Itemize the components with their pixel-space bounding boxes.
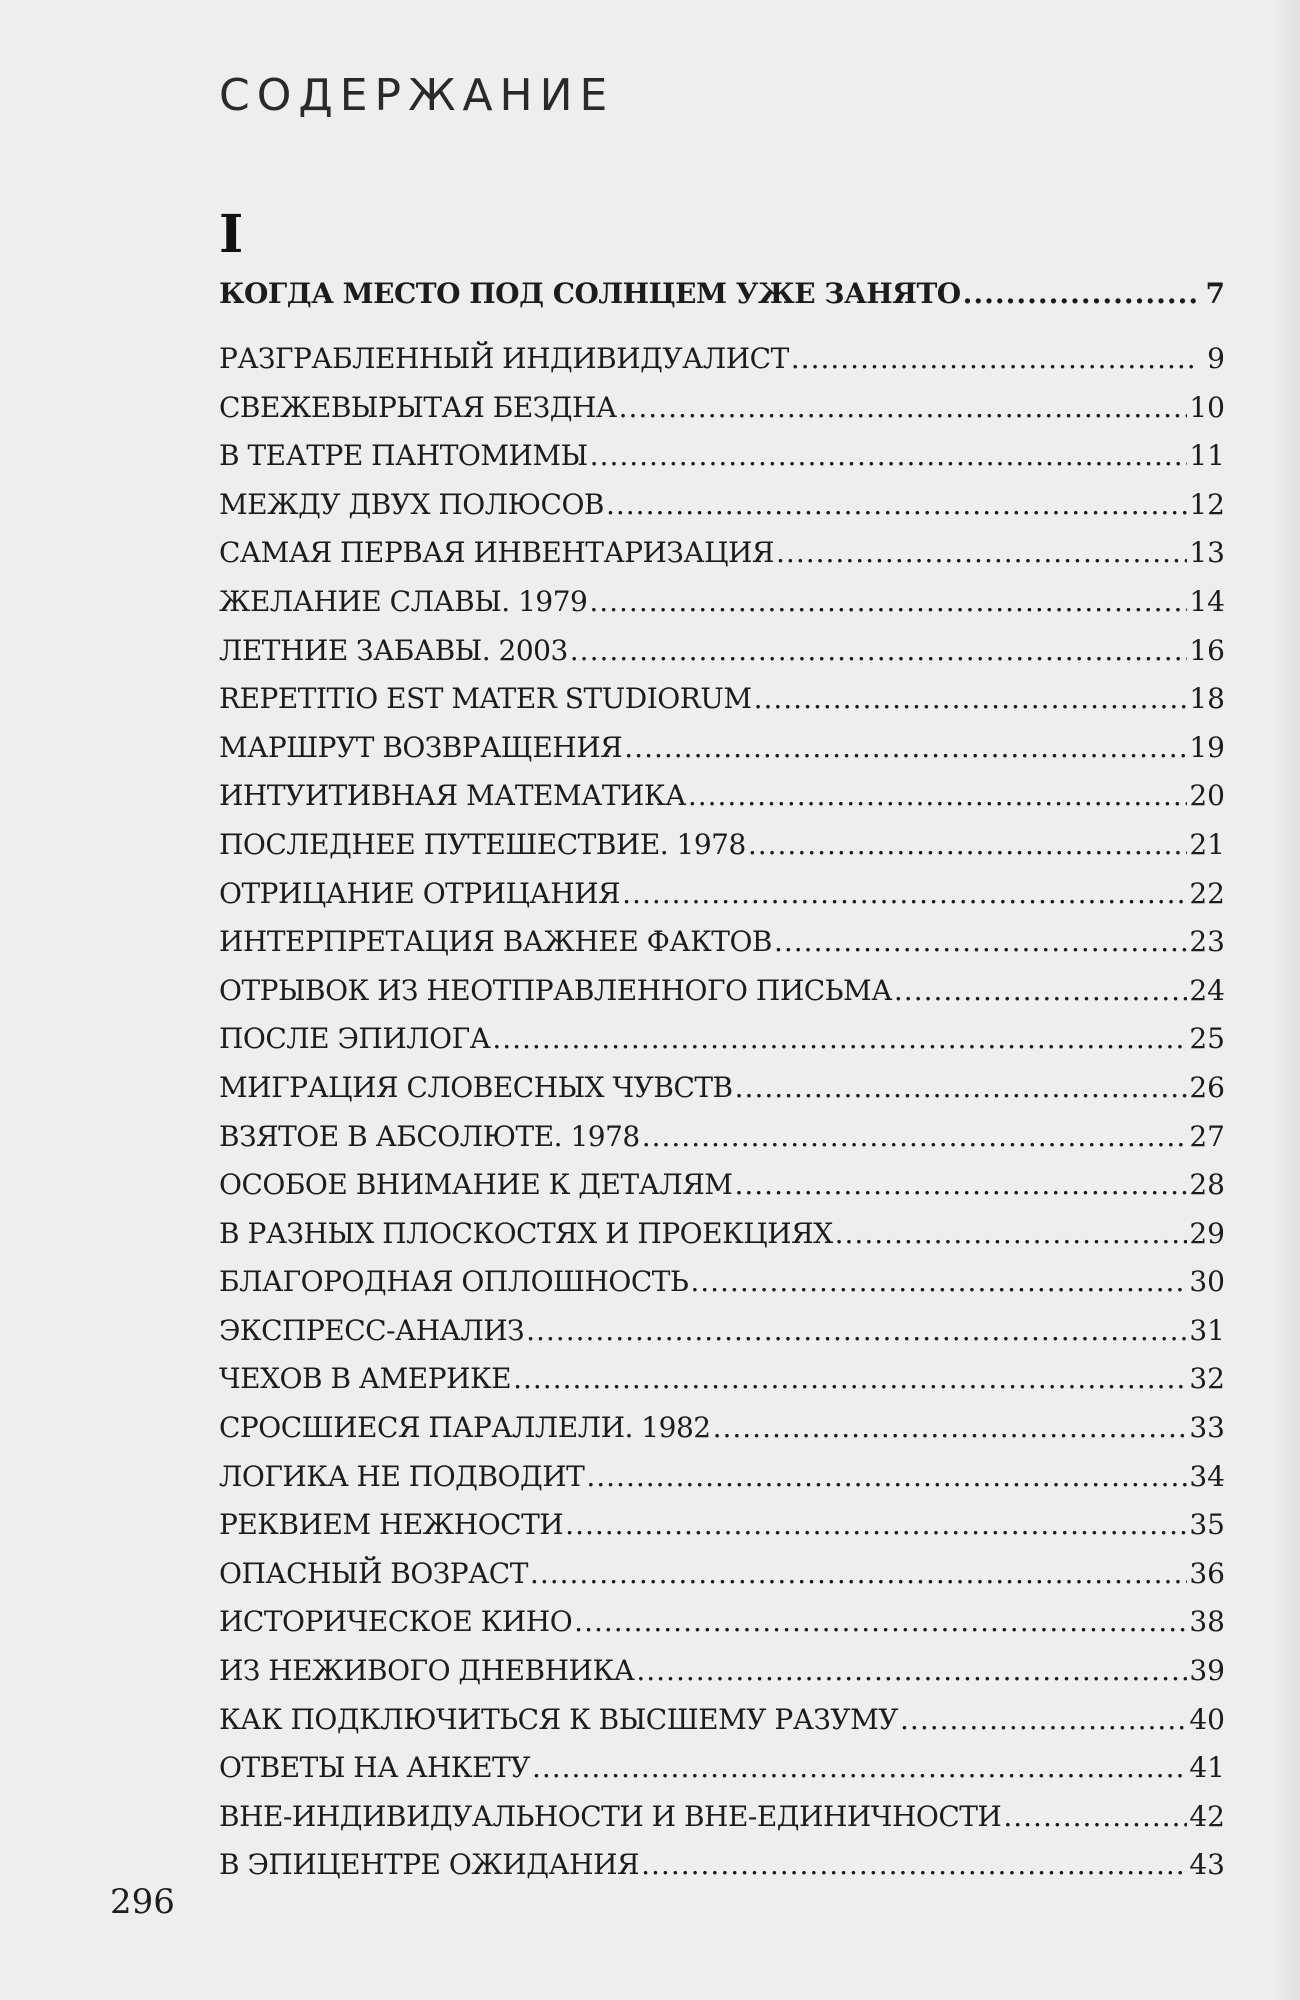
toc-entry-title: В РАЗНЫХ ПЛОСКОСТЯХ И ПРОЕКЦИЯХ <box>219 1216 833 1250</box>
toc-entry[interactable] <box>219 1161 1225 1210</box>
toc-entry[interactable] <box>219 1793 1225 1842</box>
toc-dot-leader <box>513 1355 1187 1404</box>
toc-entry-page: 35 <box>1189 1508 1225 1542</box>
toc-entry-title: РАЗГРАБЛЕННЫЙ ИНДИВИДУАЛИСТ <box>219 342 789 375</box>
toc-dot-leader <box>894 967 1187 1016</box>
toc-entry-page: 16 <box>1189 633 1225 667</box>
toc-entry-page: 36 <box>1189 1556 1225 1590</box>
toc-entry[interactable] <box>219 724 1225 773</box>
toc-dot-leader <box>642 1113 1188 1162</box>
toc-entry[interactable] <box>219 1841 1225 1890</box>
toc-entry[interactable] <box>219 335 1225 384</box>
toc-entry[interactable] <box>219 432 1225 481</box>
toc-entry-page: 31 <box>1189 1313 1225 1347</box>
toc-entry[interactable] <box>219 1064 1225 1113</box>
toc-entry[interactable] <box>219 1550 1225 1599</box>
toc-entry[interactable] <box>219 1258 1225 1307</box>
toc-entry[interactable] <box>219 384 1225 433</box>
toc-entry-page: 29 <box>1189 1216 1225 1250</box>
toc-entry[interactable] <box>219 1355 1225 1404</box>
toc-dot-leader <box>900 1696 1187 1745</box>
toc-dot-leader <box>835 1210 1188 1259</box>
toc-entry[interactable] <box>219 967 1225 1016</box>
toc-dot-leader <box>532 1744 1187 1793</box>
toc-dot-leader <box>565 1501 1187 1550</box>
toc-dot-leader <box>526 1307 1187 1356</box>
toc-entry-title: ИНТУИТИВНАЯ МАТЕМАТИКА <box>219 779 686 813</box>
toc-entry-title: ОПАСНЫЙ ВОЗРАСТ <box>219 1556 528 1590</box>
toc-entry-page: 18 <box>1189 682 1225 716</box>
toc-entry[interactable] <box>219 1404 1225 1453</box>
toc-dot-leader <box>734 1161 1187 1210</box>
toc-entry-title: СВЕЖЕВЫРЫТАЯ БЕЗДНА <box>219 390 617 424</box>
toc-entry-page: 43 <box>1189 1848 1225 1882</box>
page-title: СОДЕРЖАНИЕ <box>219 70 615 121</box>
toc-entry[interactable] <box>219 1696 1225 1745</box>
toc-dot-leader <box>636 1647 1187 1696</box>
toc-entry-title: САМАЯ ПЕРВАЯ ИНВЕНТАРИЗАЦИЯ <box>219 536 775 570</box>
toc-entry[interactable] <box>219 529 1225 578</box>
toc-entry[interactable] <box>219 1015 1225 1064</box>
toc-entry-title: ПОСЛЕДНЕЕ ПУТЕШЕСТВИЕ. 1978 <box>219 827 746 861</box>
toc-dot-leader <box>622 870 1187 919</box>
toc-dot-leader <box>735 1064 1188 1113</box>
toc-entry[interactable] <box>219 1647 1225 1696</box>
toc-entry[interactable] <box>219 1113 1225 1162</box>
toc-dot-leader <box>774 918 1187 967</box>
toc-entry-page: 14 <box>1189 584 1225 618</box>
toc-entry[interactable] <box>219 1307 1225 1356</box>
toc-entry[interactable] <box>219 1453 1225 1502</box>
toc-entry-title: ПОСЛЕ ЭПИЛОГА <box>219 1022 491 1056</box>
toc-entry-title: REPETITIO EST MATER STUDIORUM <box>219 682 752 716</box>
toc-entry[interactable] <box>219 1501 1225 1550</box>
toc-entry-page: 25 <box>1189 1022 1225 1056</box>
toc-entry-title: В ЭПИЦЕНТРЕ ОЖИДАНИЯ <box>219 1848 640 1882</box>
toc-entry[interactable] <box>219 627 1225 676</box>
toc-entry-title: ИЗ НЕЖИВОГО ДНЕВНИКА <box>219 1654 635 1688</box>
toc-entry[interactable] <box>219 1598 1225 1647</box>
toc-entry-page: 32 <box>1189 1362 1225 1396</box>
toc-dot-leader <box>586 1453 1187 1502</box>
toc-entry[interactable] <box>219 578 1225 627</box>
toc-entry-title: СРОСШИЕСЯ ПАРАЛЛЕЛИ. 1982 <box>219 1411 711 1445</box>
toc-entry-title: ИСТОРИЧЕСКОЕ КИНО <box>219 1605 573 1639</box>
toc-entry-title: ИНТЕРПРЕТАЦИЯ ВАЖНЕЕ ФАКТОВ <box>219 925 772 959</box>
toc-entry-page: 33 <box>1189 1411 1225 1445</box>
toc-dot-leader <box>492 1015 1187 1064</box>
toc-dot-leader <box>963 270 1197 319</box>
toc-entry-page: 42 <box>1189 1799 1225 1833</box>
toc-entry-page: 34 <box>1189 1459 1225 1493</box>
toc-dot-leader <box>713 1404 1188 1453</box>
toc-entry[interactable] <box>219 1210 1225 1259</box>
toc-entry[interactable] <box>219 270 1225 335</box>
toc-entry-title: МЕЖДУ ДВУХ ПОЛЮСОВ <box>219 487 604 521</box>
toc-entry-title: ЭКСПРЕСС-АНАЛИЗ <box>219 1313 525 1347</box>
toc-dot-leader <box>754 675 1188 724</box>
toc-entry-title: ЛОГИКА НЕ ПОДВОДИТ <box>219 1459 585 1493</box>
toc-dot-leader <box>1003 1793 1187 1842</box>
toc-entry[interactable] <box>219 1744 1225 1793</box>
toc-entry-page: 26 <box>1189 1070 1225 1104</box>
toc-entry-title: ВНЕ-ИНДИВИДУАЛЬНОСТИ И ВНЕ-ЕДИНИЧНОСТИ <box>219 1799 1002 1833</box>
toc-dot-leader <box>688 772 1188 821</box>
toc-entry-title: ОТРЫВОК ИЗ НЕОТПРАВЛЕННОГО ПИСЬМА <box>219 973 892 1007</box>
toc-entry-page: 20 <box>1189 779 1225 813</box>
toc-entry-page: 19 <box>1189 730 1225 764</box>
table-of-contents <box>219 270 1225 1890</box>
toc-entry-page: 12 <box>1189 487 1225 521</box>
toc-entry-page: 40 <box>1189 1702 1225 1736</box>
toc-entry-title: ЛЕТНИЕ ЗАБАВЫ. 2003 <box>219 633 568 667</box>
toc-dot-leader <box>776 529 1187 578</box>
toc-dot-leader <box>590 432 1188 481</box>
toc-entry-page: 39 <box>1189 1654 1225 1688</box>
toc-entry-page: 27 <box>1189 1119 1225 1153</box>
toc-entry-title: ВЗЯТОЕ В АБСОЛЮТЕ. 1978 <box>219 1119 640 1153</box>
toc-entry[interactable] <box>219 481 1225 530</box>
toc-dot-leader <box>589 578 1187 627</box>
toc-entry[interactable] <box>219 675 1225 724</box>
toc-dot-leader <box>606 481 1187 530</box>
toc-entry-title: КОГДА МЕСТО ПОД СОЛНЦЕМ УЖЕ ЗАНЯТО <box>219 277 961 310</box>
toc-entry-title: БЛАГОРОДНАЯ ОПЛОШНОСТЬ <box>219 1265 689 1299</box>
toc-dot-leader <box>791 335 1197 384</box>
toc-entry-page: 30 <box>1189 1265 1225 1299</box>
toc-entry[interactable] <box>219 821 1225 870</box>
toc-entry-page: 38 <box>1189 1605 1225 1639</box>
toc-dot-leader <box>570 627 1188 676</box>
toc-dot-leader <box>641 1841 1187 1890</box>
toc-entry[interactable] <box>219 870 1225 919</box>
toc-entry[interactable] <box>219 918 1225 967</box>
toc-entry-page: 21 <box>1189 827 1225 861</box>
toc-entry-title: МАРШРУТ ВОЗВРАЩЕНИЯ <box>219 730 623 764</box>
toc-entry-page: 24 <box>1189 973 1225 1007</box>
toc-dot-leader <box>574 1598 1187 1647</box>
toc-entry-page: 23 <box>1189 925 1225 959</box>
part-numeral: I <box>219 204 244 265</box>
toc-entry-page: 7 <box>1205 277 1225 310</box>
toc-entry-page: 22 <box>1189 876 1225 910</box>
toc-entry-title: ЖЕЛАНИЕ СЛАВЫ. 1979 <box>219 584 588 618</box>
toc-entry-page: 11 <box>1189 439 1225 473</box>
toc-entry-title: РЕКВИЕМ НЕЖНОСТИ <box>219 1508 564 1542</box>
toc-entry-title: В ТЕАТРЕ ПАНТОМИМЫ <box>219 439 588 473</box>
toc-entry-title: ОТВЕТЫ НА АНКЕТУ <box>219 1751 530 1785</box>
toc-entry-page: 13 <box>1189 536 1225 570</box>
toc-entry-page: 41 <box>1189 1751 1225 1785</box>
toc-entry-title: КАК ПОДКЛЮЧИТЬСЯ К ВЫСШЕМУ РАЗУМУ <box>219 1702 899 1736</box>
toc-dot-leader <box>530 1550 1187 1599</box>
toc-entry-title: ЧЕХОВ В АМЕРИКЕ <box>219 1362 512 1396</box>
page-number: 296 <box>110 1882 175 1922</box>
toc-entry-page: 9 <box>1207 342 1225 375</box>
toc-entry-title: ОСОБОЕ ВНИМАНИЕ К ДЕТАЛЯМ <box>219 1168 733 1202</box>
toc-entry[interactable] <box>219 772 1225 821</box>
toc-dot-leader <box>624 724 1187 773</box>
toc-entry-page: 28 <box>1189 1168 1225 1202</box>
toc-entry-page: 10 <box>1189 390 1225 424</box>
page-edge-shadow <box>1274 0 1300 2000</box>
toc-entry-title: ОТРИЦАНИЕ ОТРИЦАНИЯ <box>219 876 621 910</box>
toc-dot-leader <box>690 1258 1187 1307</box>
toc-dot-leader <box>619 384 1188 433</box>
toc-dot-leader <box>748 821 1188 870</box>
toc-entry-title: МИГРАЦИЯ СЛОВЕСНЫХ ЧУВСТВ <box>219 1070 733 1104</box>
